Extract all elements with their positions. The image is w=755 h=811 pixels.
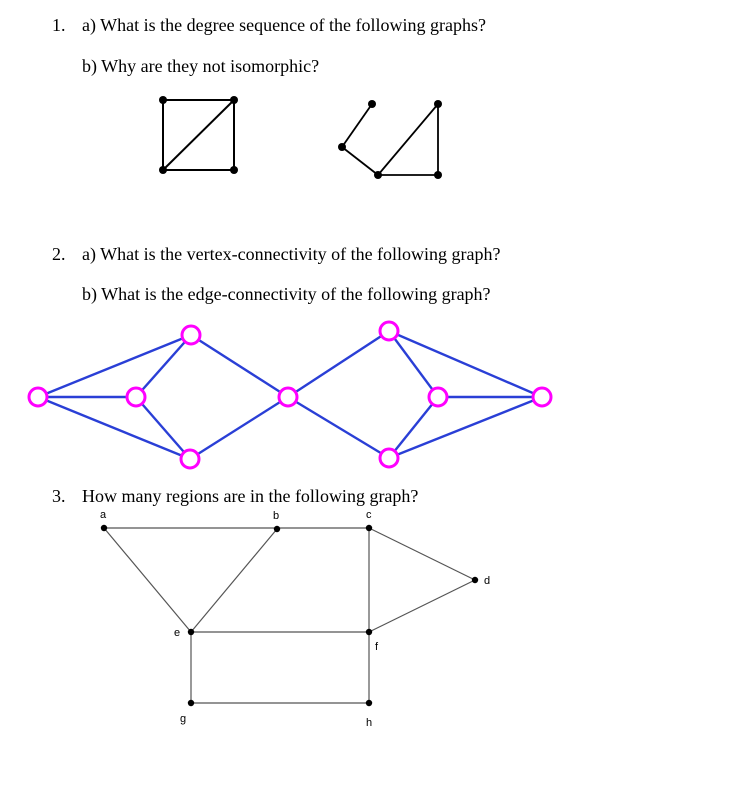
graph-3-label-e: e (174, 627, 181, 639)
graph-1b-vertex (434, 100, 442, 108)
graph-3-edge-d-f (369, 580, 475, 632)
graph-1b-vertices (338, 100, 442, 179)
graph-3-label-b: b (273, 510, 280, 522)
graph-3-vertex-h (366, 700, 372, 706)
question-3-text: How many regions are in the following graph? (82, 486, 419, 506)
graph-3-edge-a-e (104, 528, 191, 632)
graph-1a-vertex (159, 96, 167, 104)
graph-2-edge (136, 335, 191, 397)
graph-3-vertex-f (366, 629, 372, 635)
graph-2-vertex (429, 388, 447, 406)
graph-2-edge (288, 397, 389, 458)
graph-1b-edge (342, 104, 372, 147)
question-2-number: 2. (52, 244, 66, 264)
graph-2-vertex (29, 388, 47, 406)
graph-3-vertex-e (188, 629, 194, 635)
graph-3-labels (100, 509, 490, 729)
graph-2-vertex (380, 322, 398, 340)
graph-3-label-c: c (366, 509, 372, 521)
graph-2-edge (389, 397, 542, 458)
graph-1b-vertex (434, 171, 442, 179)
graph-2-edge (288, 331, 389, 397)
question-1b-text: b) Why are they not isomorphic? (82, 56, 320, 76)
graph-1a-vertex (230, 166, 238, 174)
graph-3-edge-b-e (191, 529, 277, 632)
graph-2-vertex (127, 388, 145, 406)
graph-3-vertex-d (472, 577, 478, 583)
graph-1b-vertex (374, 171, 382, 179)
graph-1b-edge (378, 104, 438, 175)
graph-2-edge (191, 335, 288, 397)
graph-1b-edge (342, 147, 378, 175)
graph-1a-edge (163, 100, 234, 170)
question-1a-text: a) What is the degree sequence of the following graphs? (82, 15, 487, 35)
graph-2-vertex (380, 449, 398, 467)
question-2a-text: a) What is the vertex-connectivity of the following graph? (82, 244, 501, 264)
graph-3-label-a: a (100, 509, 107, 521)
graph-3-vertex-a (101, 525, 107, 531)
graph-3-label-f: f (375, 641, 379, 653)
graph-2-edge (136, 397, 190, 459)
graph-2-edge (38, 335, 191, 397)
graph-3-label-g: g (180, 713, 187, 725)
question-1-number: 1. (52, 15, 66, 35)
graph-3-edge-c-d (369, 528, 475, 580)
graph-3-vertex-b (274, 526, 280, 532)
graph-1a-vertex (159, 166, 167, 174)
question-2b-text: b) What is the edge-connectivity of the following graph? (82, 284, 491, 304)
graph-3-label-d: d (484, 575, 491, 587)
graph-3-vertices (101, 525, 478, 706)
graph-1a-vertex (230, 96, 238, 104)
graph-1a (163, 100, 234, 170)
graph-3-vertex-g (188, 700, 194, 706)
graph-2-edge (389, 331, 542, 397)
graph-3-vertex-c (366, 525, 372, 531)
graph-2-vertex (533, 388, 551, 406)
graph-2-vertex (279, 388, 297, 406)
graph-2-edge (38, 397, 190, 459)
graph-1b-vertex (368, 100, 376, 108)
graph-2-vertex (181, 450, 199, 468)
graph-3-edges (104, 528, 475, 703)
graph-2-vertex (182, 326, 200, 344)
graph-2-edge (190, 397, 288, 459)
graph-1b-vertex (338, 143, 346, 151)
graph-3-label-h: h (366, 717, 373, 729)
question-3-number: 3. (52, 486, 66, 506)
graph-1b (342, 104, 438, 175)
graph-2-vertices (29, 322, 551, 468)
